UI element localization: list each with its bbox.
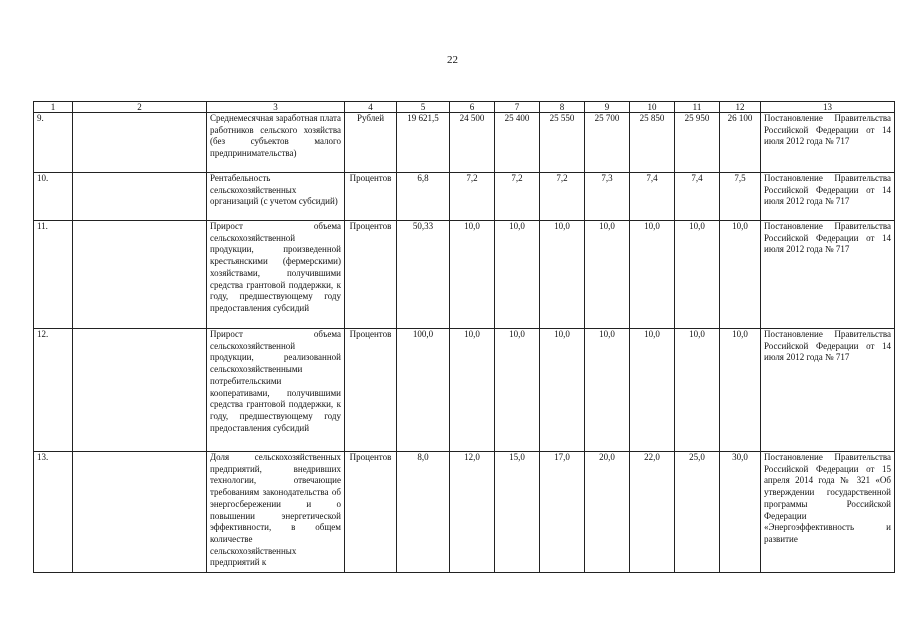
value-cell: 10,0	[540, 221, 585, 329]
value-cell: 7,4	[630, 173, 675, 221]
empty-cell	[73, 329, 207, 452]
unit-cell: Процентов	[345, 452, 397, 573]
source-cell: Постановление Правительства Российской Федерации от 15 апреля 2014 года № 321 «Об утверждении государственной программы Российской Федерации «Энергоэффективность и развитие	[761, 452, 895, 573]
value-cell: 25 700	[585, 113, 630, 173]
value-cell: 10,0	[450, 221, 495, 329]
value-cell: 10,0	[720, 329, 761, 452]
empty-cell	[73, 221, 207, 329]
value-cell: 25 950	[675, 113, 720, 173]
value-cell: 12,0	[450, 452, 495, 573]
value-cell: 10,0	[585, 329, 630, 452]
row-number: 11.	[34, 221, 73, 329]
value-cell: 30,0	[720, 452, 761, 573]
source-cell: Постановление Правительства Российской Федерации от 14 июля 2012 года № 717	[761, 329, 895, 452]
value-cell: 25 550	[540, 113, 585, 173]
value-cell: 7,2	[540, 173, 585, 221]
indicator-name: Среднемесячная заработная плата работников сельского хозяйства (без субъектов малого предпринимательства)	[207, 113, 345, 173]
value-cell: 10,0	[450, 329, 495, 452]
unit-cell: Процентов	[345, 221, 397, 329]
page-number: 22	[447, 54, 458, 66]
table-row	[34, 329, 895, 452]
value-cell: 10,0	[495, 221, 540, 329]
empty-cell	[73, 452, 207, 573]
value-cell: 20,0	[585, 452, 630, 573]
header-cell: 12	[720, 102, 761, 113]
indicator-name: Прирост объема сельскохозяйственной продукции, произведенной крестьянскими (фермерскими) хозяйствами, получившими средства грантовой поддержки, к году, предшествующему году предоставления субсидий	[207, 221, 345, 329]
indicator-name: Прирост объема сельскохозяйственной продукции, реализованной сельскохозяйственными потребительскими кооперативами, получившими средства грантовой поддержки, к году, предшествующему году предоставления субсидий	[207, 329, 345, 452]
header-cell: 11	[675, 102, 720, 113]
row-number: 10.	[34, 173, 73, 221]
table-row	[34, 221, 895, 329]
value-cell: 10,0	[675, 221, 720, 329]
value-cell: 10,0	[495, 329, 540, 452]
value-cell: 10,0	[720, 221, 761, 329]
table-row	[34, 113, 895, 173]
header-row	[34, 102, 895, 113]
header-cell: 2	[73, 102, 207, 113]
value-cell: 19 621,5	[397, 113, 450, 173]
value-cell: 10,0	[630, 221, 675, 329]
header-cell: 3	[207, 102, 345, 113]
source-cell: Постановление Правительства Российской Федерации от 14 июля 2012 года № 717	[761, 173, 895, 221]
value-cell: 10,0	[630, 329, 675, 452]
value-cell: 50,33	[397, 221, 450, 329]
value-cell: 7,3	[585, 173, 630, 221]
header-cell: 9	[585, 102, 630, 113]
unit-cell: Процентов	[345, 173, 397, 221]
unit-cell: Рублей	[345, 113, 397, 173]
value-cell: 6,8	[397, 173, 450, 221]
header-cell: 8	[540, 102, 585, 113]
header-cell: 1	[34, 102, 73, 113]
value-cell: 10,0	[675, 329, 720, 452]
source-cell: Постановление Правительства Российской Федерации от 14 июля 2012 года № 717	[761, 113, 895, 173]
header-cell: 10	[630, 102, 675, 113]
header-cell: 4	[345, 102, 397, 113]
value-cell: 10,0	[585, 221, 630, 329]
row-number: 9.	[34, 113, 73, 173]
empty-cell	[73, 113, 207, 173]
header-cell: 13	[761, 102, 895, 113]
value-cell: 22,0	[630, 452, 675, 573]
source-cell: Постановление Правительства Российской Федерации от 14 июля 2012 года № 717	[761, 221, 895, 329]
table-row	[34, 452, 895, 573]
value-cell: 24 500	[450, 113, 495, 173]
value-cell: 25,0	[675, 452, 720, 573]
indicators-table	[33, 101, 895, 573]
value-cell: 25 400	[495, 113, 540, 173]
value-cell: 15,0	[495, 452, 540, 573]
value-cell: 7,5	[720, 173, 761, 221]
header-cell: 6	[450, 102, 495, 113]
value-cell: 17,0	[540, 452, 585, 573]
unit-cell: Процентов	[345, 329, 397, 452]
value-cell: 10,0	[540, 329, 585, 452]
value-cell: 100,0	[397, 329, 450, 452]
table-row	[34, 173, 895, 221]
row-number: 13.	[34, 452, 73, 573]
value-cell: 7,4	[675, 173, 720, 221]
value-cell: 25 850	[630, 113, 675, 173]
value-cell: 8,0	[397, 452, 450, 573]
indicator-name: Доля сельскохозяйственных предприятий, внедривших технологии, отвечающие требованиям законодательства об энергосбережении и о повышении энергетической эффективности, в общем количестве сельскохозяйственных предприятий к	[207, 452, 345, 573]
value-cell: 26 100	[720, 113, 761, 173]
row-number: 12.	[34, 329, 73, 452]
header-cell: 5	[397, 102, 450, 113]
indicator-name: Рентабельность сельскохозяйственных организаций (с учетом субсидий)	[207, 173, 345, 221]
value-cell: 7,2	[495, 173, 540, 221]
empty-cell	[73, 173, 207, 221]
value-cell: 7,2	[450, 173, 495, 221]
header-cell: 7	[495, 102, 540, 113]
